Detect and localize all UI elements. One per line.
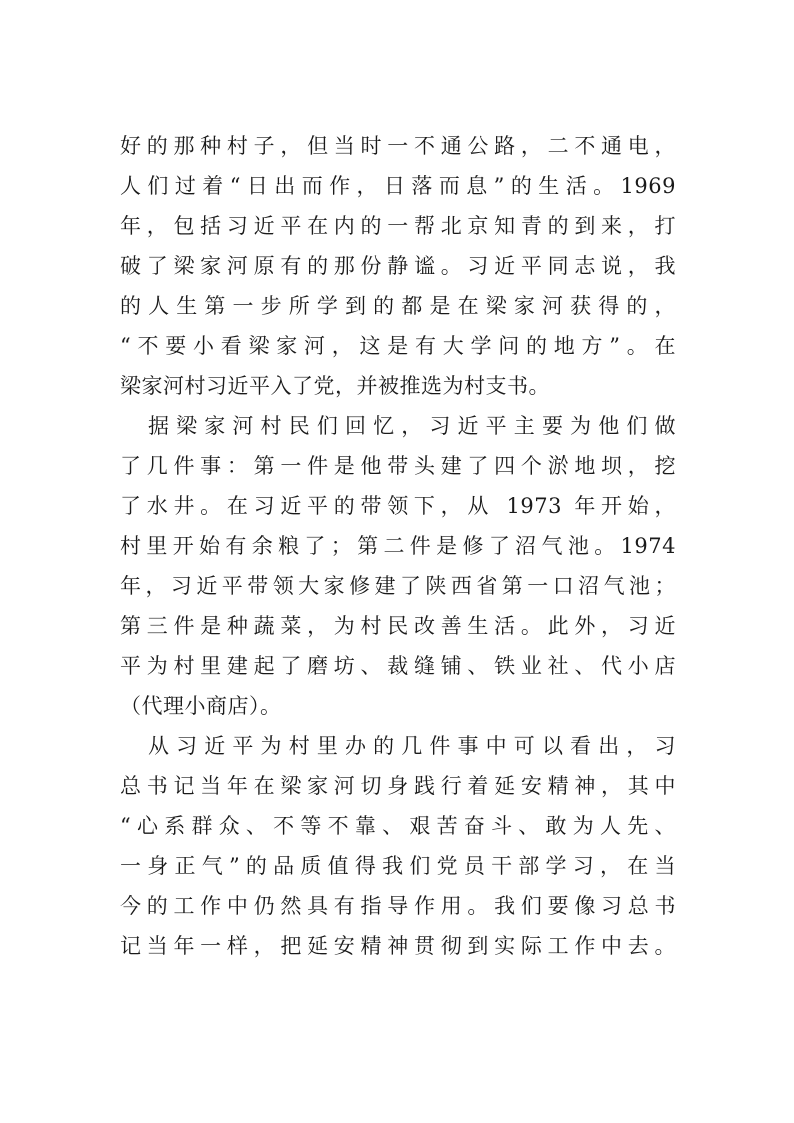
paragraph-2 <box>120 406 676 726</box>
text-line: 年，习近平带领大家修建了陕西省第一口沼气池； <box>120 574 676 598</box>
text-line: 今的工作中仍然具有指导作用。我们要像习总书 <box>120 894 676 918</box>
paragraph-3 <box>120 726 676 966</box>
text-line: 人们过着“日出而作，日落而息”的生活。1969 <box>120 174 676 198</box>
text-line: 总书记当年在梁家河切身践行着延安精神，其中 <box>120 774 676 798</box>
text-line: 记当年一样，把延安精神贯彻到实际工作中去。 <box>120 934 676 958</box>
text-line: 了几件事：第一件是他带头建了四个淤地坝，挖 <box>120 454 676 478</box>
text-line: 据梁家河村民们回忆，习近平主要为他们做 <box>148 414 676 438</box>
text-line: 梁家河村习近平入了党，并被推选为村支书。 <box>120 374 550 398</box>
text-line: 年，包括习近平在内的一帮北京知青的到来，打 <box>120 214 676 238</box>
text-line: 平为村里建起了磨坊、裁缝铺、铁业社、代小店 <box>120 654 676 678</box>
text-line: 破了梁家河原有的那份静谧。习近平同志说，我 <box>120 254 676 278</box>
text-line: “不要小看梁家河，这是有大学问的地方”。在 <box>120 334 676 358</box>
document-page <box>120 126 676 966</box>
text-line: 从习近平为村里办的几件事中可以看出，习 <box>148 734 676 758</box>
paragraph-1 <box>120 126 676 406</box>
text-line: 了水井。在习近平的带领下，从 1973 年开始， <box>120 494 676 518</box>
text-line: 的人生第一步所学到的都是在梁家河获得的， <box>120 294 676 318</box>
text-line: 第三件是种蔬菜，为村民改善生活。此外，习近 <box>120 614 676 638</box>
text-line: 一身正气”的品质值得我们党员干部学习，在当 <box>120 854 676 878</box>
text-line: （代理小商店）。 <box>120 694 282 718</box>
text-line: “心系群众、不等不靠、艰苦奋斗、敢为人先、 <box>120 814 676 838</box>
text-line: 好的那种村子，但当时一不通公路，二不通电， <box>120 134 676 158</box>
text-line: 村里开始有余粮了；第二件是修了沼气池。1974 <box>120 534 676 558</box>
